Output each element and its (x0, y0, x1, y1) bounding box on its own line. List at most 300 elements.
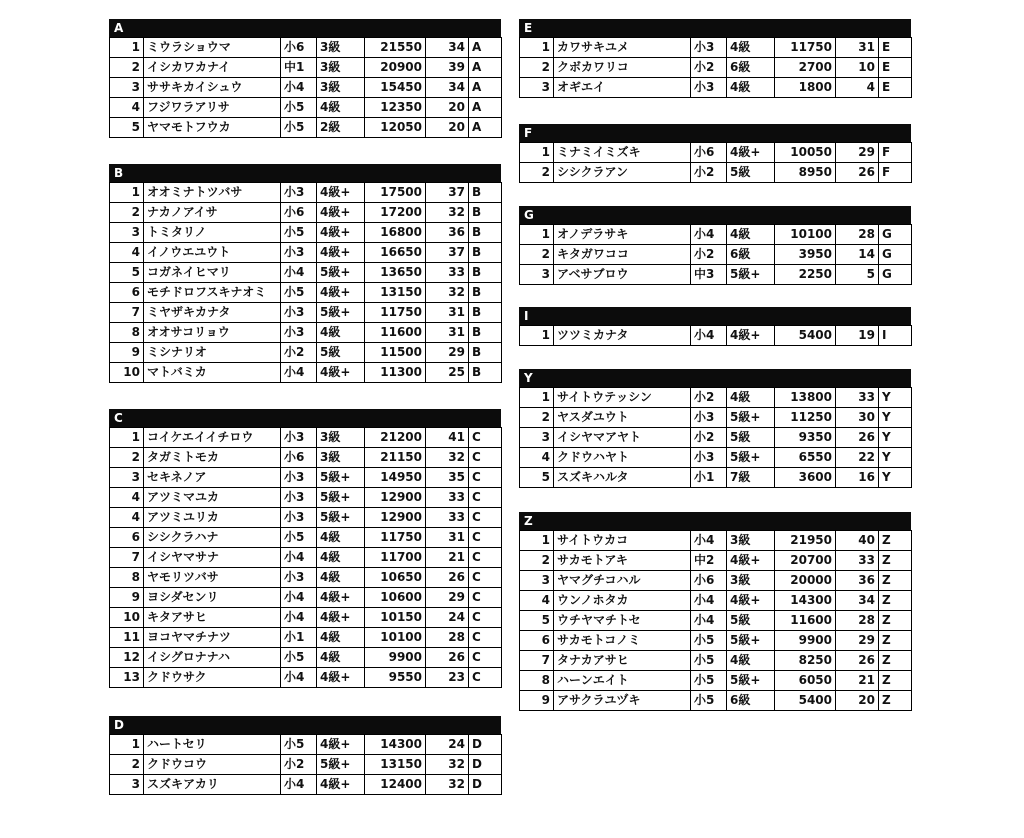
points-cell: 32 (426, 283, 469, 303)
table-row (110, 303, 502, 323)
table-row (110, 38, 502, 58)
points-cell: 32 (426, 775, 469, 795)
grade-cell: 小3 (691, 448, 727, 468)
table-row (110, 608, 502, 628)
group-code-cell: B (469, 323, 502, 343)
table-row (520, 408, 912, 428)
level-cell: 4級 (317, 648, 365, 668)
level-cell: 4級+ (317, 223, 365, 243)
table-row (520, 265, 912, 285)
score-cell: 16800 (365, 223, 426, 243)
level-cell: 7級 (727, 468, 775, 488)
name-cell: キタアサヒ (144, 608, 281, 628)
group-code-cell: B (469, 243, 502, 263)
rank-cell: 5 (110, 263, 144, 283)
grade-cell: 中3 (691, 265, 727, 285)
level-cell: 5級 (727, 163, 775, 183)
score-table (519, 325, 912, 346)
score-cell: 20700 (775, 551, 836, 571)
points-cell: 36 (836, 571, 879, 591)
points-cell: 28 (836, 611, 879, 631)
score-cell: 6050 (775, 671, 836, 691)
score-cell: 11750 (775, 38, 836, 58)
grade-cell: 小5 (281, 118, 317, 138)
name-cell: マトバミカ (144, 363, 281, 383)
name-cell: サイトウカコ (554, 531, 691, 551)
table-row (110, 203, 502, 223)
grade-cell: 小3 (281, 183, 317, 203)
level-cell: 5級+ (727, 408, 775, 428)
table-row (110, 263, 502, 283)
table-row (110, 735, 502, 755)
group-code-cell: D (469, 735, 502, 755)
group-table-i (519, 307, 912, 346)
name-cell: ナカノアイサ (144, 203, 281, 223)
group-table-f (519, 124, 912, 183)
grade-cell: 小2 (691, 163, 727, 183)
rank-cell: 4 (110, 488, 144, 508)
rank-cell: 3 (520, 265, 554, 285)
group-code-cell: Z (879, 611, 912, 631)
table-row (520, 326, 912, 346)
table-row (520, 78, 912, 98)
table-row (110, 78, 502, 98)
name-cell: ヨコヤマチナツ (144, 628, 281, 648)
grade-cell: 小6 (691, 571, 727, 591)
name-cell: アベサブロウ (554, 265, 691, 285)
group-code-cell: C (469, 548, 502, 568)
rank-cell: 1 (520, 531, 554, 551)
name-cell: ヤスダユウト (554, 408, 691, 428)
grade-cell: 小4 (281, 363, 317, 383)
rank-cell: 2 (110, 58, 144, 78)
level-cell: 5級 (317, 343, 365, 363)
grade-cell: 小3 (281, 303, 317, 323)
score-table (109, 37, 502, 138)
level-cell: 4級+ (317, 588, 365, 608)
points-cell: 26 (836, 651, 879, 671)
points-cell: 33 (836, 551, 879, 571)
points-cell: 32 (426, 755, 469, 775)
group-header: Z (519, 512, 911, 530)
group-code-cell: D (469, 775, 502, 795)
points-cell: 37 (426, 243, 469, 263)
table-row (110, 448, 502, 468)
grade-cell: 小6 (281, 448, 317, 468)
name-cell: クドウコウ (144, 755, 281, 775)
score-cell: 10100 (775, 225, 836, 245)
table-row (520, 225, 912, 245)
points-cell: 23 (426, 668, 469, 688)
name-cell: アサクラユヅキ (554, 691, 691, 711)
score-cell: 12400 (365, 775, 426, 795)
table-row (110, 223, 502, 243)
grade-cell: 中1 (281, 58, 317, 78)
group-code-cell: B (469, 263, 502, 283)
group-code-cell: A (469, 58, 502, 78)
group-code-cell: B (469, 363, 502, 383)
group-code-cell: B (469, 203, 502, 223)
points-cell: 34 (836, 591, 879, 611)
points-cell: 39 (426, 58, 469, 78)
grade-cell: 小5 (281, 223, 317, 243)
points-cell: 31 (426, 323, 469, 343)
points-cell: 33 (836, 388, 879, 408)
level-cell: 4級 (727, 78, 775, 98)
rank-cell: 4 (110, 508, 144, 528)
grade-cell: 小4 (691, 591, 727, 611)
level-cell: 3級 (317, 58, 365, 78)
grade-cell: 小5 (691, 631, 727, 651)
group-table-a (109, 19, 502, 138)
points-cell: 31 (836, 38, 879, 58)
table-row (110, 283, 502, 303)
level-cell: 5級+ (727, 671, 775, 691)
points-cell: 41 (426, 428, 469, 448)
rank-cell: 2 (110, 203, 144, 223)
level-cell: 5級 (727, 428, 775, 448)
level-cell: 5級+ (317, 303, 365, 323)
grade-cell: 小4 (691, 531, 727, 551)
grade-cell: 小3 (281, 243, 317, 263)
group-code-cell: C (469, 628, 502, 648)
name-cell: モチドロフスキナオミ (144, 283, 281, 303)
points-cell: 21 (426, 548, 469, 568)
group-code-cell: Y (879, 468, 912, 488)
rank-cell: 1 (110, 38, 144, 58)
group-code-cell: B (469, 223, 502, 243)
rank-cell: 11 (110, 628, 144, 648)
group-table-y (519, 369, 912, 488)
level-cell: 4級+ (317, 203, 365, 223)
name-cell: ウンノホタカ (554, 591, 691, 611)
points-cell: 30 (836, 408, 879, 428)
score-cell: 17200 (365, 203, 426, 223)
group-code-cell: B (469, 183, 502, 203)
group-table-g (519, 206, 912, 285)
level-cell: 5級+ (317, 488, 365, 508)
score-cell: 5400 (775, 326, 836, 346)
table-row (520, 571, 912, 591)
level-cell: 4級+ (317, 243, 365, 263)
group-code-cell: Y (879, 428, 912, 448)
level-cell: 4級 (727, 388, 775, 408)
grade-cell: 小3 (281, 468, 317, 488)
grade-cell: 小4 (691, 326, 727, 346)
name-cell: イシカワカナイ (144, 58, 281, 78)
rank-cell: 8 (110, 568, 144, 588)
grade-cell: 小3 (691, 408, 727, 428)
table-row (110, 363, 502, 383)
level-cell: 3級 (317, 78, 365, 98)
name-cell: イノウエユウト (144, 243, 281, 263)
level-cell: 4級+ (727, 591, 775, 611)
rank-cell: 10 (110, 608, 144, 628)
group-code-cell: Z (879, 571, 912, 591)
points-cell: 21 (836, 671, 879, 691)
grade-cell: 小2 (281, 343, 317, 363)
level-cell: 5級+ (727, 448, 775, 468)
name-cell: ミヤザキカナタ (144, 303, 281, 323)
group-code-cell: Z (879, 631, 912, 651)
level-cell: 4級+ (317, 183, 365, 203)
grade-cell: 小2 (281, 755, 317, 775)
level-cell: 4級 (727, 38, 775, 58)
rank-cell: 4 (520, 591, 554, 611)
table-row (110, 588, 502, 608)
score-cell: 11600 (365, 323, 426, 343)
table-row (110, 628, 502, 648)
score-cell: 3600 (775, 468, 836, 488)
grade-cell: 小3 (281, 428, 317, 448)
score-cell: 6550 (775, 448, 836, 468)
level-cell: 3級 (727, 531, 775, 551)
grade-cell: 小5 (281, 98, 317, 118)
group-header: I (519, 307, 911, 325)
table-row (520, 58, 912, 78)
name-cell: コガネイヒマリ (144, 263, 281, 283)
points-cell: 26 (426, 648, 469, 668)
score-table (109, 182, 502, 383)
table-row (110, 668, 502, 688)
grade-cell: 小4 (281, 775, 317, 795)
table-row (110, 183, 502, 203)
table-row (520, 611, 912, 631)
name-cell: トミタリノ (144, 223, 281, 243)
points-cell: 31 (426, 303, 469, 323)
level-cell: 2級 (317, 118, 365, 138)
name-cell: オオサコリョウ (144, 323, 281, 343)
rank-cell: 2 (520, 551, 554, 571)
points-cell: 26 (426, 568, 469, 588)
group-code-cell: C (469, 668, 502, 688)
grade-cell: 小5 (281, 528, 317, 548)
group-code-cell: F (879, 143, 912, 163)
points-cell: 40 (836, 531, 879, 551)
points-cell: 34 (426, 78, 469, 98)
rank-cell: 1 (110, 183, 144, 203)
grade-cell: 小5 (691, 671, 727, 691)
level-cell: 4級 (727, 651, 775, 671)
points-cell: 28 (836, 225, 879, 245)
table-row (110, 775, 502, 795)
group-table-z (519, 512, 912, 711)
rank-cell: 5 (520, 468, 554, 488)
grade-cell: 小4 (281, 588, 317, 608)
table-row (110, 508, 502, 528)
name-cell: ミシナリオ (144, 343, 281, 363)
score-cell: 21950 (775, 531, 836, 551)
name-cell: ハーンエイト (554, 671, 691, 691)
group-header: F (519, 124, 911, 142)
name-cell: オノデラサキ (554, 225, 691, 245)
group-code-cell: F (879, 163, 912, 183)
rank-cell: 1 (110, 428, 144, 448)
score-cell: 10050 (775, 143, 836, 163)
group-code-cell: C (469, 468, 502, 488)
group-table-e (519, 19, 912, 98)
points-cell: 37 (426, 183, 469, 203)
grade-cell: 小6 (281, 203, 317, 223)
rank-cell: 8 (520, 671, 554, 691)
group-header: E (519, 19, 911, 37)
grade-cell: 小6 (281, 38, 317, 58)
name-cell: サイトウテッシン (554, 388, 691, 408)
score-cell: 12900 (365, 488, 426, 508)
name-cell: コイケエイイチロウ (144, 428, 281, 448)
points-cell: 34 (426, 38, 469, 58)
name-cell: サカモトコノミ (554, 631, 691, 651)
score-cell: 13800 (775, 388, 836, 408)
group-code-cell: G (879, 265, 912, 285)
level-cell: 3級 (317, 448, 365, 468)
group-code-cell: B (469, 343, 502, 363)
rank-cell: 6 (110, 283, 144, 303)
table-row (110, 243, 502, 263)
name-cell: ヤマモトフウカ (144, 118, 281, 138)
group-code-cell: C (469, 448, 502, 468)
name-cell: ハートセリ (144, 735, 281, 755)
level-cell: 5級+ (727, 631, 775, 651)
table-row (520, 691, 912, 711)
table-row (520, 651, 912, 671)
score-cell: 20000 (775, 571, 836, 591)
level-cell: 4級+ (317, 668, 365, 688)
score-cell: 13150 (365, 283, 426, 303)
table-row (110, 528, 502, 548)
table-row (520, 671, 912, 691)
rank-cell: 5 (110, 118, 144, 138)
points-cell: 29 (426, 343, 469, 363)
score-cell: 1800 (775, 78, 836, 98)
score-cell: 12900 (365, 508, 426, 528)
name-cell: ヤモリツバサ (144, 568, 281, 588)
name-cell: スズキハルタ (554, 468, 691, 488)
rank-cell: 3 (110, 78, 144, 98)
name-cell: ササキカイシュウ (144, 78, 281, 98)
score-cell: 11300 (365, 363, 426, 383)
level-cell: 4級 (317, 98, 365, 118)
rank-cell: 6 (520, 631, 554, 651)
score-cell: 2700 (775, 58, 836, 78)
group-code-cell: Y (879, 448, 912, 468)
points-cell: 24 (426, 608, 469, 628)
rank-cell: 4 (110, 243, 144, 263)
grade-cell: 小2 (691, 428, 727, 448)
score-cell: 12350 (365, 98, 426, 118)
table-row (110, 428, 502, 448)
group-table-c (109, 409, 502, 688)
grade-cell: 小5 (281, 648, 317, 668)
grade-cell: 小5 (281, 283, 317, 303)
group-code-cell: C (469, 608, 502, 628)
name-cell: シシクラハナ (144, 528, 281, 548)
group-code-cell: Z (879, 551, 912, 571)
table-row (520, 551, 912, 571)
table-row (110, 468, 502, 488)
group-code-cell: G (879, 225, 912, 245)
name-cell: タナカアサヒ (554, 651, 691, 671)
table-row (520, 531, 912, 551)
group-header: Y (519, 369, 911, 387)
table-row (110, 118, 502, 138)
rank-cell: 9 (110, 343, 144, 363)
rank-cell: 1 (110, 735, 144, 755)
rank-cell: 9 (520, 691, 554, 711)
score-cell: 10150 (365, 608, 426, 628)
grade-cell: 中2 (691, 551, 727, 571)
points-cell: 25 (426, 363, 469, 383)
name-cell: オギエイ (554, 78, 691, 98)
grade-cell: 小1 (691, 468, 727, 488)
name-cell: ツツミカナタ (554, 326, 691, 346)
group-code-cell: C (469, 588, 502, 608)
grade-cell: 小5 (691, 651, 727, 671)
table-row (110, 548, 502, 568)
grade-cell: 小4 (691, 225, 727, 245)
group-code-cell: Z (879, 591, 912, 611)
group-header: A (109, 19, 501, 37)
name-cell: シシクラアン (554, 163, 691, 183)
points-cell: 31 (426, 528, 469, 548)
group-header: B (109, 164, 501, 182)
table-row (520, 388, 912, 408)
level-cell: 4級+ (317, 363, 365, 383)
points-cell: 36 (426, 223, 469, 243)
group-code-cell: I (879, 326, 912, 346)
group-code-cell: Z (879, 691, 912, 711)
rank-cell: 3 (110, 775, 144, 795)
name-cell: アツミマユカ (144, 488, 281, 508)
name-cell: オオミナトツバサ (144, 183, 281, 203)
level-cell: 4級 (317, 568, 365, 588)
name-cell: クボカワリコ (554, 58, 691, 78)
points-cell: 33 (426, 508, 469, 528)
level-cell: 4級+ (317, 735, 365, 755)
rank-cell: 1 (520, 38, 554, 58)
score-cell: 14300 (775, 591, 836, 611)
grade-cell: 小2 (691, 388, 727, 408)
table-row (520, 38, 912, 58)
group-code-cell: Z (879, 671, 912, 691)
group-code-cell: A (469, 98, 502, 118)
score-cell: 10100 (365, 628, 426, 648)
score-cell: 16650 (365, 243, 426, 263)
group-code-cell: G (879, 245, 912, 265)
score-cell: 2250 (775, 265, 836, 285)
score-cell: 8950 (775, 163, 836, 183)
grade-cell: 小5 (691, 691, 727, 711)
score-cell: 11750 (365, 528, 426, 548)
grade-cell: 小3 (281, 568, 317, 588)
table-row (520, 143, 912, 163)
score-cell: 17500 (365, 183, 426, 203)
points-cell: 29 (426, 588, 469, 608)
group-code-cell: B (469, 283, 502, 303)
table-row (520, 448, 912, 468)
score-table (519, 142, 912, 183)
score-cell: 10600 (365, 588, 426, 608)
group-code-cell: B (469, 303, 502, 323)
score-cell: 8250 (775, 651, 836, 671)
group-code-cell: C (469, 568, 502, 588)
name-cell: ヤマグチコハル (554, 571, 691, 591)
rank-cell: 3 (520, 428, 554, 448)
points-cell: 20 (426, 98, 469, 118)
score-table (519, 530, 912, 711)
level-cell: 4級+ (727, 326, 775, 346)
score-cell: 3950 (775, 245, 836, 265)
